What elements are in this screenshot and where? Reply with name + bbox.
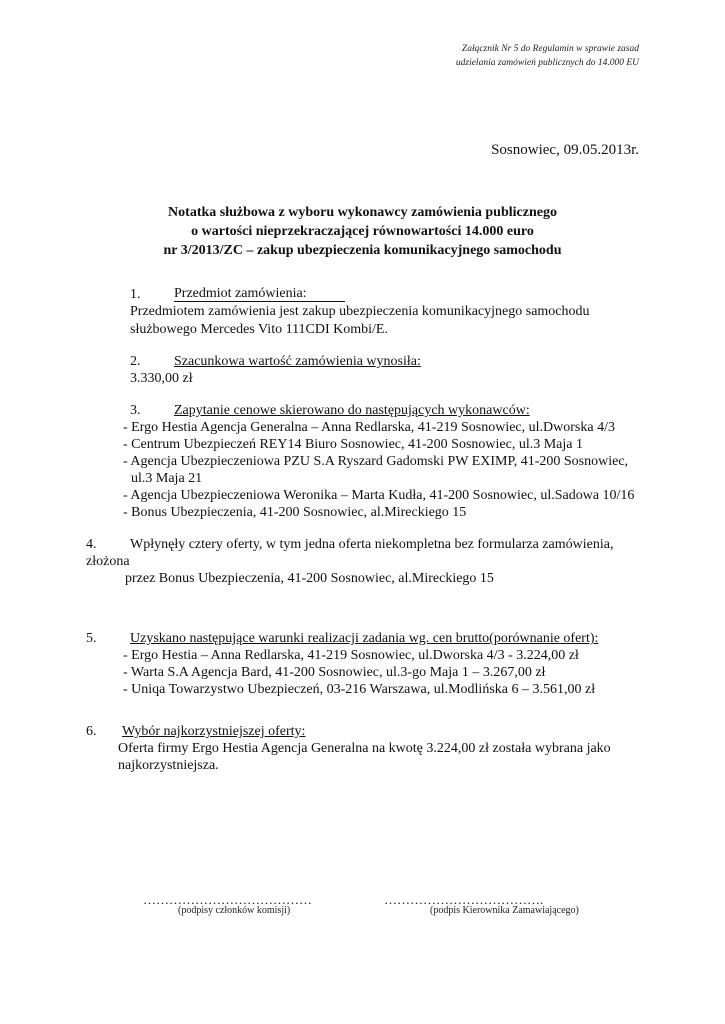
section1-text1: Przedmiotem zamówienia jest zakup ubezpieczenia komunikacyjnego samochodu xyxy=(130,304,590,319)
left-signature-line: ………………………………… xyxy=(143,892,312,907)
title-line2: o wartości nieprzekraczającej równowartości 14.000 euro xyxy=(191,224,534,239)
contractor-item: - Bonus Ubezpieczenia, 41-200 Sosnowiec, al.Mireckiego 15 xyxy=(123,505,467,520)
contractor-item: - Ergo Hestia Agencja Generalna – Anna Redlarska, 41-219 Sosnowiec, ul.Dworska 4/3 xyxy=(123,420,615,435)
contractor-item: - Centrum Ubezpieczeń REY14 Biuro Sosnowiec, 41-200 Sosnowiec, ul.3 Maja 1 xyxy=(123,437,583,452)
section3-number: 3. xyxy=(130,403,141,418)
section1-text2: służbowego Mercedes Vito 111CDI Kombi/E. xyxy=(130,322,388,337)
section4-number: 4. xyxy=(86,537,97,552)
contractor-item: - Agencja Ubezpieczeniowa PZU S.A Ryszard Gadomski PW EXIMP, 41-200 Sosnowiec, xyxy=(123,454,629,469)
section1-heading xyxy=(174,286,345,302)
attachment-note xyxy=(456,42,639,70)
right-signature-line: ………………………………. xyxy=(384,892,544,907)
section2-heading: Szacunkowa wartość zamówienia wynosiła: xyxy=(174,354,421,369)
title-line1: Notatka służbowa z wyboru wykonawcy zamówienia publicznego xyxy=(168,205,557,220)
attachment-note-line1: Załącznik Nr 5 do Regulamin w sprawie zasad xyxy=(461,44,639,54)
offer-item: - Ergo Hestia – Anna Redlarska, 41-219 Sosnowiec, ul.Dworska 4/3 - 3.224,00 zł xyxy=(123,648,579,663)
offer-item: - Uniqa Towarzystwo Ubezpieczeń, 03-216 Warszawa, ul.Modlińska 6 – 3.561,00 zł xyxy=(123,682,596,697)
section4-text1: Wpłynęły cztery oferty, w tym jedna oferta niekompletna bez formularza zamówienia, xyxy=(130,537,614,552)
section4-text2: złożona xyxy=(86,554,130,569)
document-date: Sosnowiec, 09.05.2013r. xyxy=(491,142,639,158)
section5-number: 5. xyxy=(86,631,97,646)
contractor-item-continuation: ul.3 Maja 21 xyxy=(131,471,203,486)
section6-text1: Oferta firmy Ergo Hestia Agencja Generalna na kwotę 3.224,00 zł została wybrana jako xyxy=(118,741,611,756)
section5-heading: Uzyskano następujące warunki realizacji zadania wg. cen brutto(porównanie ofert): xyxy=(130,631,599,646)
contractor-item: - Agencja Ubezpieczeniowa Weronika – Marta Kudła, 41-200 Sosnowiec, ul.Sadowa 10/16 xyxy=(123,488,635,503)
section6-text2: najkorzystniejsza. xyxy=(118,758,219,773)
left-signature-label: (podpisy członków komisji) xyxy=(178,905,291,916)
section3-heading: Zapytanie cenowe skierowano do następujących wykonawców: xyxy=(174,403,530,418)
right-signature-label: (podpis Kierownika Zamawiającego) xyxy=(430,905,579,916)
section1-heading-text: Przedmiot zamówienia: xyxy=(174,286,307,301)
section4-text3: przez Bonus Ubezpieczenia, 41-200 Sosnowiec, al.Mireckiego 15 xyxy=(125,571,494,586)
section2-value: 3.330,00 zł xyxy=(130,371,193,386)
section2-number: 2. xyxy=(130,354,141,369)
attachment-note-line2: udzielania zamówień publicznych do 14.000 EU xyxy=(455,58,639,68)
offer-item: - Warta S.A Agencja Bard, 41-200 Sosnowiec, ul.3-go Maja 1 – 3.267,00 zł xyxy=(123,665,546,680)
section6-number: 6. xyxy=(86,724,97,739)
document-title xyxy=(0,203,725,260)
section6-heading: Wybór najkorzystniejszej oferty: xyxy=(122,724,306,739)
title-line3: nr 3/2013/ZC – zakup ubezpieczenia komunikacyjnego samochodu xyxy=(163,243,562,258)
section1-number: 1. xyxy=(130,287,141,302)
